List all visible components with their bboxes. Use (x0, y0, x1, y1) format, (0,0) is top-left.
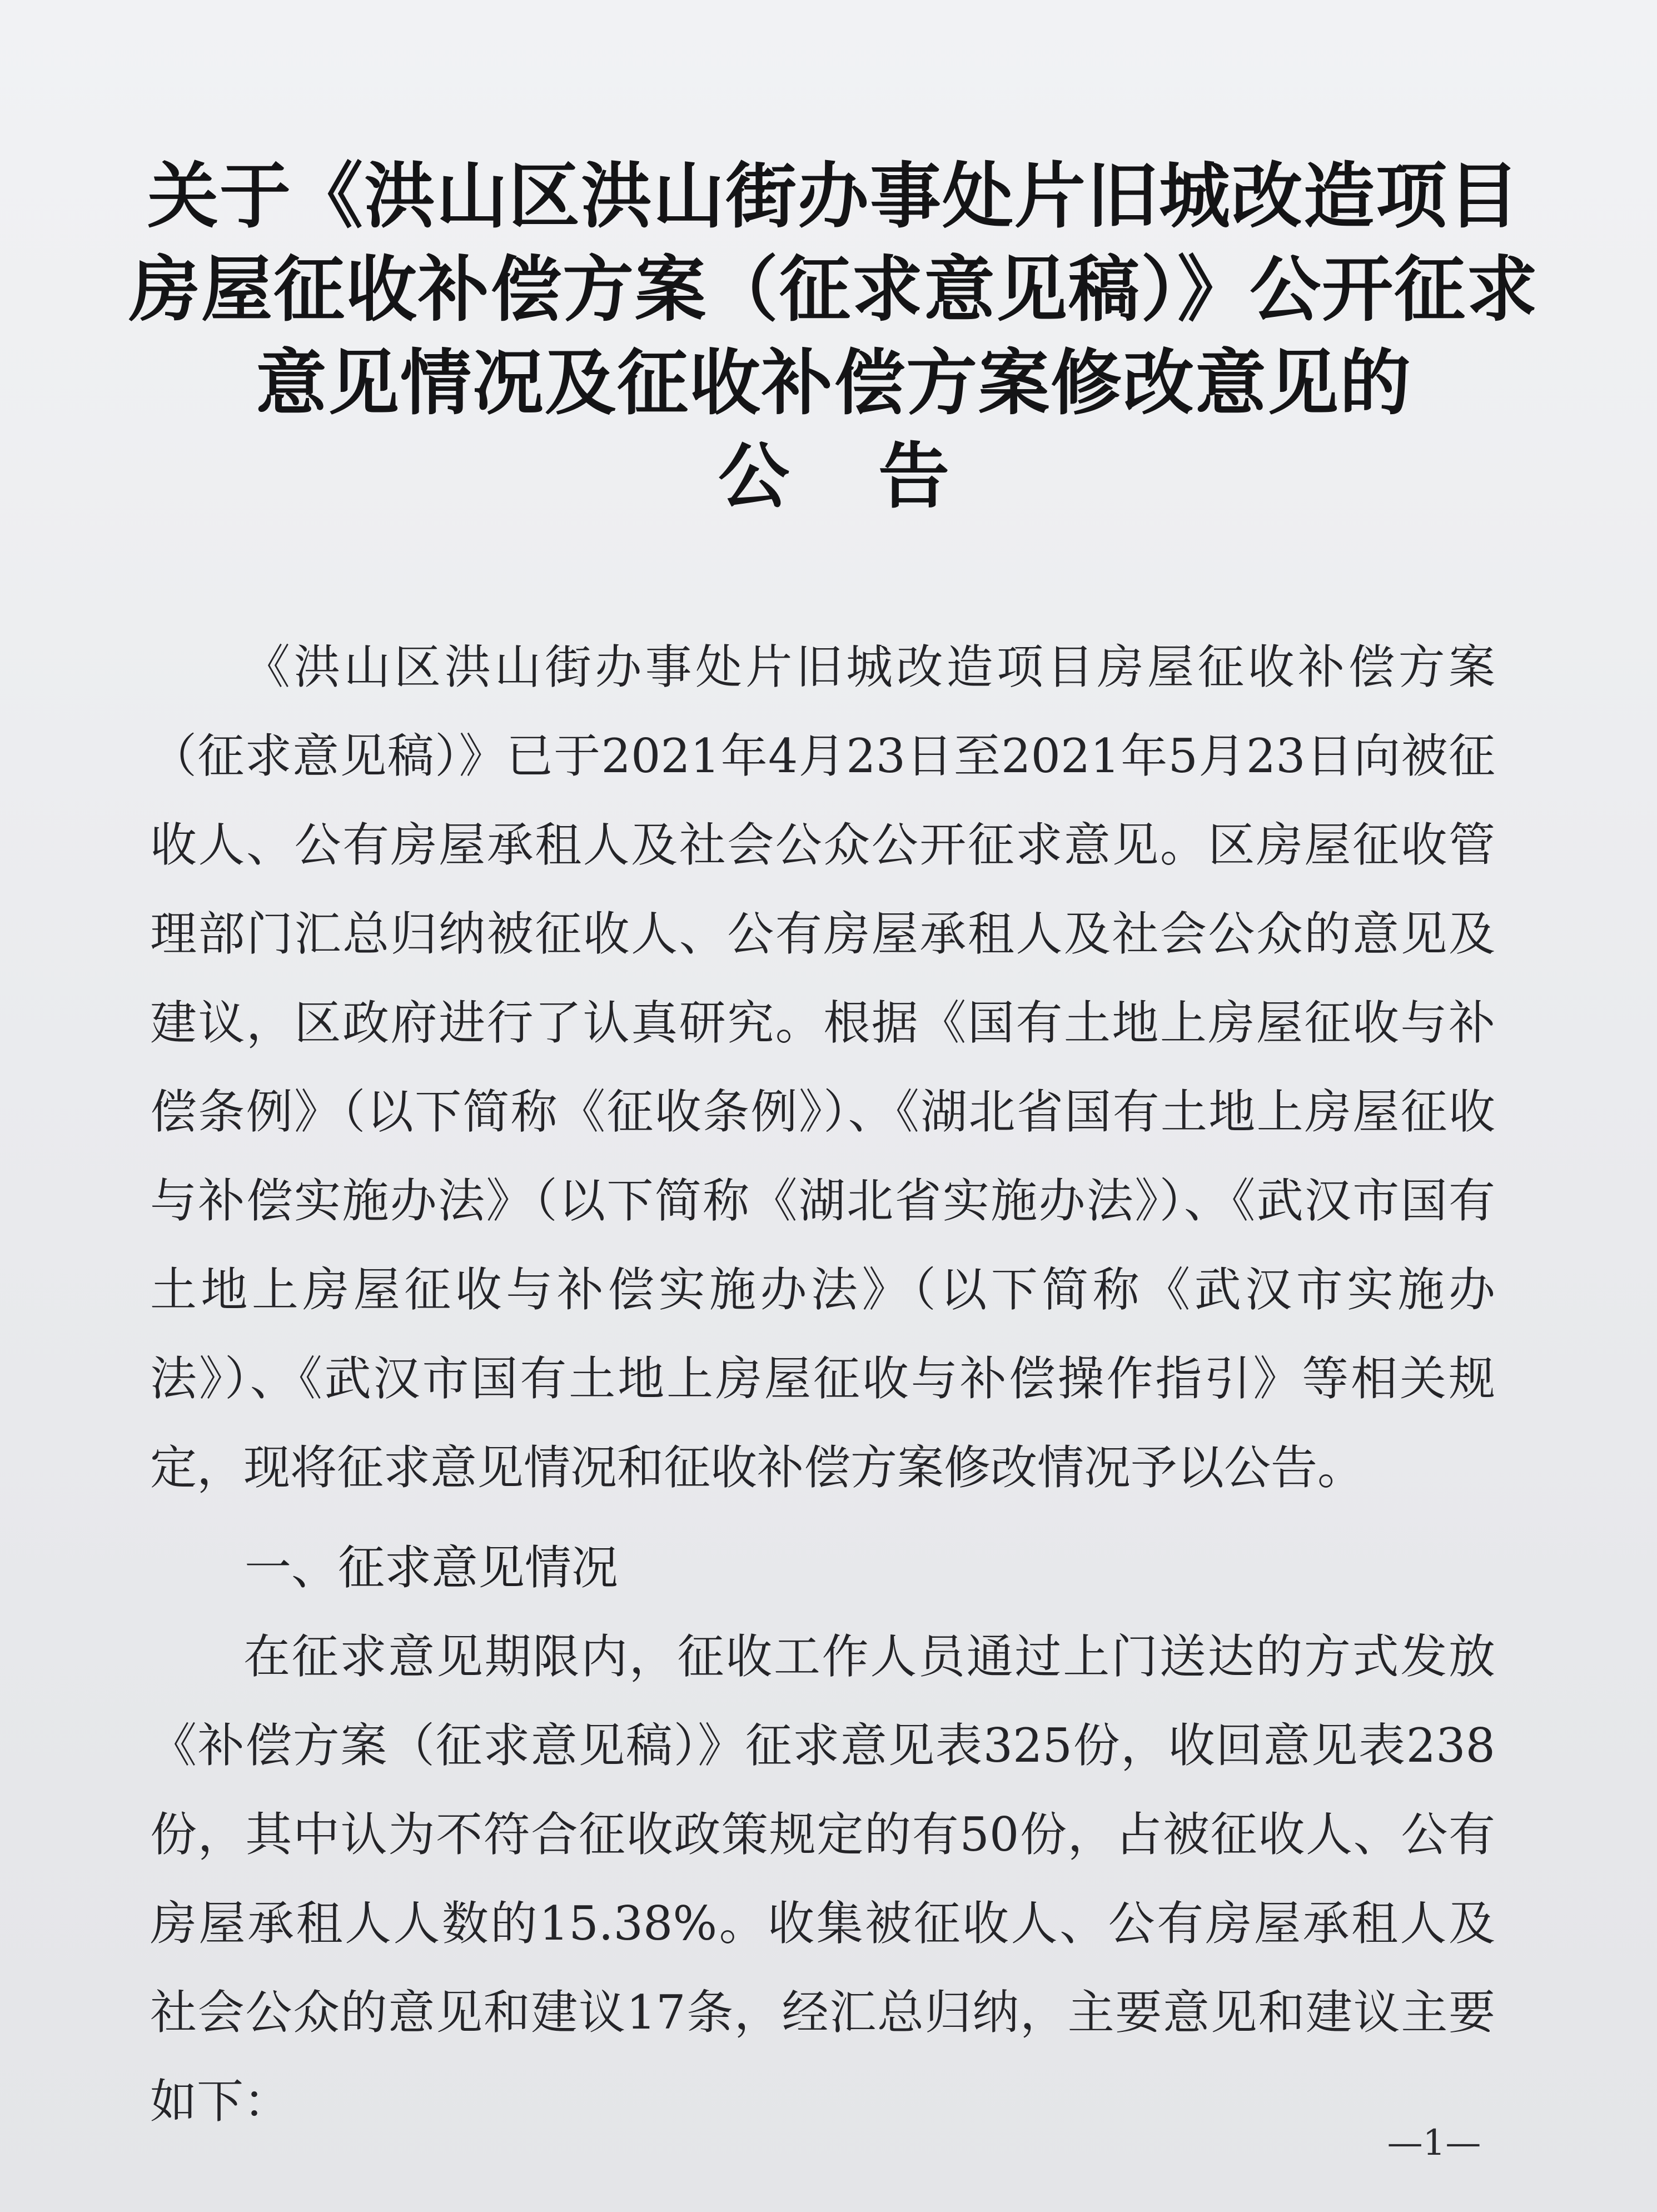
page-number: —1— (1387, 2122, 1481, 2164)
title-line-3: 意见情况及征收补偿方案修改意见的 (255, 342, 1412, 425)
section-1-paragraph: 在征求意见期限内，征收工作人员通过上门送达的方式发放《补偿方案（征求意见稿）》征求意见表325份，收回意见表238份，其中认为不符合征收政策规定的有50份，占被征收人、公有房屋承租人人数的15.38%。收集被征收人、公有房屋承租人及社会公众的意见和建议17条，经汇总归纳，主要意见和建议主要如下： (150, 1629, 1495, 2129)
title-line-2: 房屋征收补偿方案（征求意见稿）》公开征求 (128, 248, 1539, 331)
intro-paragraph: 《洪山区洪山街办事处片旧城改造项目房屋征收补偿方案（征求意见稿）》已于2021年4月23日至2021年5月23日向被征收人、公有房屋承租人及社会公众公开征求意见。区房屋征收管理部门汇总归纳被征收人、公有房屋承租人及社会公众的意见及建议，区政府进行了认真研究。根据《国有土地上房屋征收与补偿条例》（以下简称《征收条例》）、《湖北省国有土地上房屋征收与补偿实施办法》（以下简称《湖北省实施办法》）、《武汉市国有土地上房屋征收与补偿实施办法》（以下简称《武汉市实施办法》）、《武汉市国有土地上房屋征收与补偿操作指引》等相关规定，现将征求意见情况和征收补偿方案修改情况予以公告。 (150, 640, 1495, 1495)
section-heading-1: 一、征求意见情况 (245, 1540, 619, 1595)
title-line-1: 关于《洪山区洪山街办事处片旧城改造项目 (147, 155, 1520, 238)
title-line-4: 公告 (718, 435, 1038, 518)
document-title (122, 150, 1545, 524)
